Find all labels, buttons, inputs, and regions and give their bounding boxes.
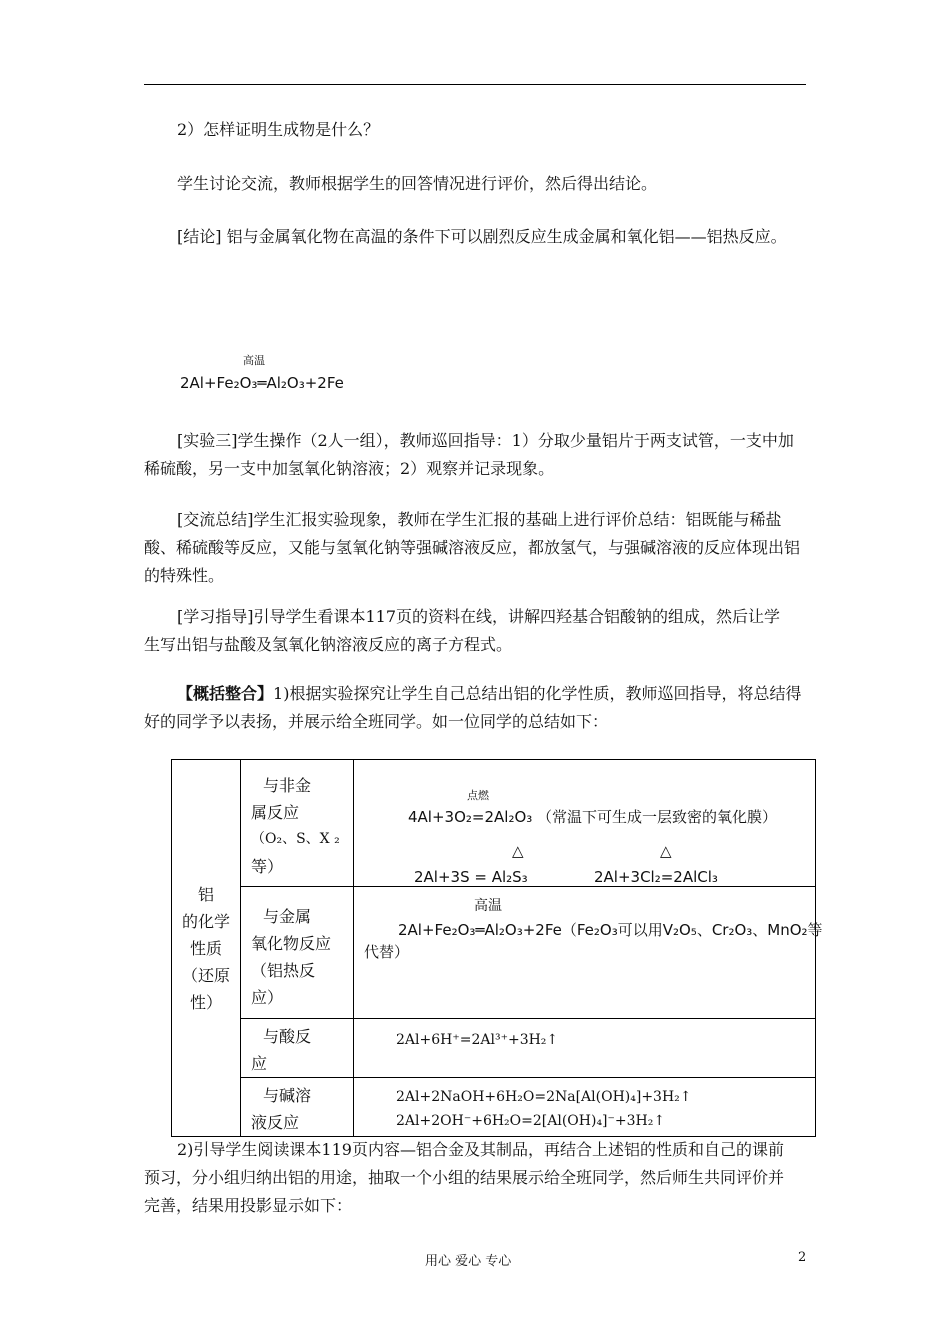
after-line1: 2)引导学生阅读课本119页内容—铝合金及其制品，再结合上述铝的性质和自己的课前 — [177, 1140, 784, 1159]
row1-condition: 点燃 — [467, 789, 489, 802]
row4-equation-cell — [354, 1078, 816, 1137]
row1-label-cell — [241, 760, 354, 887]
row4-equation-1: 2Al+2NaOH+6H₂O=2Na[Al(OH)₄]+3H₂↑ — [396, 1089, 692, 1105]
question-2: 2）怎样证明生成物是什么？ — [177, 120, 380, 139]
after-line3: 完善，结果用投影显示如下： — [144, 1196, 353, 1215]
row1-equation-1: 4Al+3O₂=2Al₂O₃ （常温下可生成一层致密的氧化膜） — [408, 808, 778, 826]
left-header-line: 铝 — [197, 884, 214, 904]
row3-label-line: 与酸反 — [263, 1027, 312, 1046]
integrate-line1 — [177, 680, 801, 708]
integrate-label: 【概括整合】 — [177, 684, 274, 703]
aluminum-properties-table — [171, 759, 823, 1137]
header-rule — [144, 84, 806, 85]
row4-equation-2: 2Al+2OH⁻+6H₂O=2[Al(OH)₄]⁻+3H₂↑ — [396, 1113, 666, 1129]
summary-line2: 酸、稀硫酸等反应，又能与氢氧化钠等强碱溶液反应，都放氢气，与强碱溶液的反应体现出铝 — [144, 538, 801, 557]
thermite-equation: 2Al+Fe₂O₃═Al₂O₃+2Fe — [180, 374, 344, 392]
guide-line1: [学习指导]引导学生看课本117页的资料在线，讲解四羟基合铝酸钠的组成，然后让学 — [177, 607, 781, 626]
row1-label-line: 与非金 — [263, 776, 312, 795]
conclusion-text: [结论] 铝与金属氧化物在高温的条件下可以剧烈反应生成金属和氧化铝——铝热反应。 — [177, 227, 787, 246]
integrate-line2: 好的同学予以表扬，并展示给全班同学。如一位同学的总结如下： — [144, 712, 609, 731]
row2-equation-line2: 代替） — [364, 943, 410, 961]
row4-label-line: 液反应 — [251, 1113, 300, 1132]
row2-condition: 高温 — [474, 898, 502, 914]
row3-equation: 2Al+6H⁺=2Al³⁺+3H₂↑ — [396, 1032, 559, 1048]
row2-label-line: （铝热反 — [251, 961, 316, 980]
equation-condition: 高温 — [243, 354, 265, 367]
footer-text: 用心 爱心 专心 — [425, 1254, 512, 1269]
summary-line1: [交流总结]学生汇报实验现象，教师在学生汇报的基础上进行评价总结：铝既能与稀盐 — [177, 510, 782, 529]
row2-label-line: 氧化物反应 — [251, 934, 332, 953]
left-header-line: 性） — [189, 992, 222, 1012]
row3-equation-cell — [354, 1019, 816, 1078]
row2-label-cell — [241, 887, 354, 1019]
experiment-3-line1: [实验三]学生操作（2人一组），教师巡回指导：1）分取少量铝片于两支试管，一支中加 — [177, 431, 794, 450]
row1-label-line: 属反应 — [251, 803, 300, 822]
experiment-3-line2: 稀硫酸，另一支中加氢氧化钠溶液；2）观察并记录现象。 — [144, 459, 555, 478]
integrate-text: 1)根据实验探究让学生自己总结出铝的化学性质，教师巡回指导，将总结得 — [273, 684, 802, 703]
row4-label-line: 与碱溶 — [263, 1086, 312, 1105]
triangle-icon: △ — [512, 842, 524, 860]
row2-label-line: 应） — [251, 988, 284, 1007]
row1-label-line: （O₂、S、X ₂ — [251, 831, 340, 847]
discussion-text: 学生讨论交流，教师根据学生的回答情况进行评价，然后得出结论。 — [177, 174, 658, 193]
row3-label-line: 应 — [251, 1054, 268, 1073]
left-header-line: （还原 — [181, 965, 230, 985]
left-header-line: 性质 — [189, 938, 222, 958]
triangle-icon: △ — [660, 842, 672, 860]
guide-line2: 生写出铝与盐酸及氢氧化钠溶液反应的离子方程式。 — [144, 635, 513, 654]
page-number: 2 — [798, 1250, 807, 1265]
row4-label-cell — [241, 1078, 354, 1137]
row3-label-cell — [241, 1019, 354, 1078]
row2-equation-line1: 2Al+Fe₂O₃═Al₂O₃+2Fe（Fe₂O₃可以用V₂O₅、Cr₂O₃、MnO₂等 — [398, 921, 823, 939]
summary-line3: 的特殊性。 — [144, 566, 225, 585]
left-header-line: 的化学 — [181, 911, 230, 931]
row1-equation-cell — [354, 760, 816, 887]
row2-equation-cell — [354, 887, 823, 1019]
left-header-cell — [172, 760, 241, 1137]
row1-equation-2b: 2Al+3Cl₂=2AlCl₃ — [594, 868, 718, 886]
row1-label-line: 等） — [251, 857, 284, 876]
row2-label-line: 与金属 — [263, 907, 312, 926]
after-line2: 预习，分小组归纳出铝的用途，抽取一个小组的结果展示给全班同学，然后师生共同评价并 — [144, 1168, 785, 1187]
row1-equation-2a: 2Al+3S = Al₂S₃ — [414, 868, 528, 886]
